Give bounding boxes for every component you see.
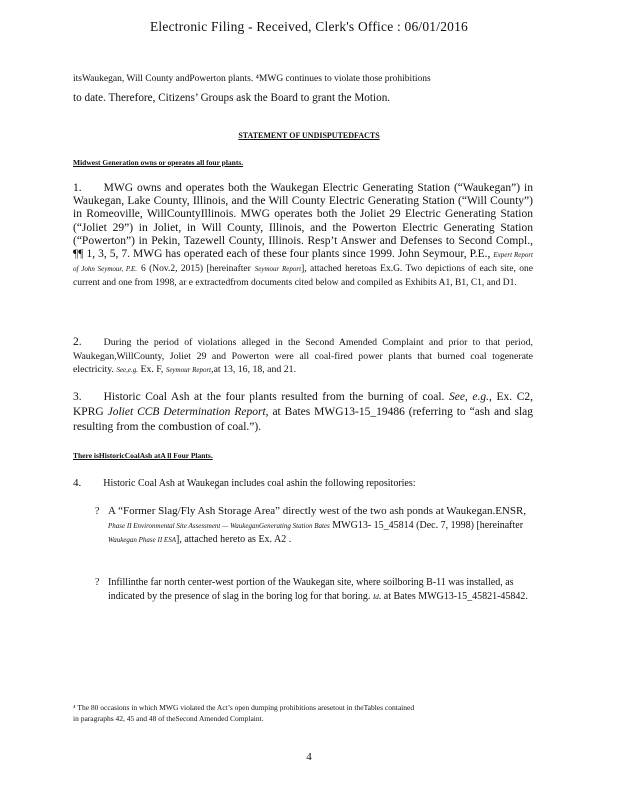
bullet-2-text-2: . at Bates MWG13-15_45821-45842.: [378, 590, 528, 602]
bullet-2-citation: Id: [372, 592, 379, 601]
bullet-2-text: Infillinthe far north center-west portion of the Waukegan site, where soilboring B-11 was installed, as indicated by the presence of slag in the boring log for that boring.: [108, 577, 514, 602]
paragraph-1-text-2: 6 (Nov.2, 2015) [hereinafter: [140, 264, 251, 275]
paragraph-2-text: During the period of violations alleged in the Second Amended Complaint and prior to that period, Waukegan,WillCounty, Joliet 29 and Powerton were all coal-fired power plants that burned coal togenerate electricity.: [73, 337, 533, 375]
bullet-marker: ?: [95, 577, 100, 588]
footnote: [73, 702, 543, 724]
subheading-ownership: Midwest Generation owns or operates all four plants.: [73, 158, 244, 167]
paragraph-3-text-3: , at Bates MWG13-15_19486 (referring to “ash and slag resulting from the combustion of coal.”).: [73, 406, 533, 433]
paragraph-4-number: 4.: [73, 477, 82, 489]
bullet-1-text-2: MWG13- 15_45814 (Dec. 7, 1998) [hereinafter: [332, 519, 524, 531]
intro-line-2: to date. Therefore, Citizens’ Groups ask the Board to grant the Motion.: [73, 92, 391, 104]
paragraph-1-citation-2: Seymour Report: [254, 265, 302, 274]
paragraph-1-text: MWG owns and operates both the Waukegan Electric Generating Station (“Waukegan”) in Waukegan, Lake County, Illinois, and the Will County Electric Generating Station (“Will County”) in Romeoville, WillCountyIllinois. MWG operates both the Joliet 29 Electric Generating Station (“Joliet 29”) in Joliet, in Will County, Illinois, and the Powerton Electric Generating Station (“Powerton”) in Pekin, Tazewell County, Illinois. Resp’t Answer and Defenses to Second Compl., ¶¶ 1, 3, 5, 7. MWG has operated each of these four plants since 1999. John Seymour, P.E.,: [73, 182, 533, 261]
paragraph-1-citation: Expert Report of John Seymour, P.E.: [73, 251, 533, 274]
paragraph-2-number: 2.: [73, 336, 82, 348]
paragraph-3-citation-2: Joliet CCB Determination Report: [107, 406, 266, 418]
bullet-item: [95, 505, 538, 548]
footnote-marker: ⁴: [73, 703, 76, 712]
paragraph-4: [73, 477, 533, 490]
bullet-marker: ?: [95, 506, 100, 517]
bullet-1-citation-2: Waukegan Phase II ESA: [108, 536, 176, 544]
paragraph-3-number: 3.: [73, 391, 82, 403]
bullet-1-text-3: ], attached hereto as Ex. A2 .: [175, 534, 292, 545]
subheading-historic-coal-ash: There isHistoricCoalAsh atA ll Four Plants.: [73, 451, 213, 460]
bullet-1-citation: Phase II Environmental Site Assessment — WaukeganGenerating Station Bates: [108, 521, 330, 530]
paragraph-1-text-3: ], attached heretoas Ex.G. Two depictions of each site, one current and one from 1998, ar e extractedfrom documents cited below and compiled as Exhibits A1, B1, C1, and D1.: [73, 264, 534, 289]
footnote-text-1: The 80 occasions in which MWG violated the Act’s open dumping prohibitions aresetout in theTables contained: [77, 703, 415, 712]
filing-header: Electronic Filing - Received, Clerk's Office : 06/01/2016: [149, 19, 468, 34]
statement-heading: STATEMENT OF UNDISPUTEDFACTS: [238, 131, 380, 140]
bullet-item: [95, 576, 538, 604]
paragraph-2: [73, 336, 533, 378]
paragraph-1: [73, 182, 533, 291]
paragraph-3-text: Historic Coal Ash at the four plants resulted from the burning of coal.: [103, 391, 445, 403]
paragraph-2-text-3: ,at 13, 16, 18, and 21.: [211, 364, 297, 375]
bullet-1-text: A “Former Slag/Fly Ash Storage Area” directly west of the two ash ponds at Waukegan.ENSR,: [108, 505, 527, 517]
intro-line-1: itsWaukegan, Will County andPowerton plants. ⁴MWG continues to violate those prohibitions: [73, 74, 431, 84]
paragraph-3-citation: See, e.g.: [448, 391, 490, 403]
footnote-text-2: in paragraphs 42, 45 and 48 of theSecond Amended Complaint.: [73, 714, 264, 723]
paragraph-2-citation-2: Seymour Report: [165, 366, 212, 374]
paragraph-1-number: 1.: [73, 182, 82, 194]
page-number: 4: [306, 751, 312, 763]
paragraph-2-text-2: Ex. F,: [140, 364, 164, 375]
paragraph-4-text: Historic Coal Ash at Waukegan includes coal ashin the following repositories:: [103, 478, 416, 489]
paragraph-3: [73, 390, 533, 435]
paragraph-2-citation: See,e.g.: [116, 366, 139, 374]
paragraph-3-text-2: , Ex. C2, KPRG: [73, 391, 533, 418]
